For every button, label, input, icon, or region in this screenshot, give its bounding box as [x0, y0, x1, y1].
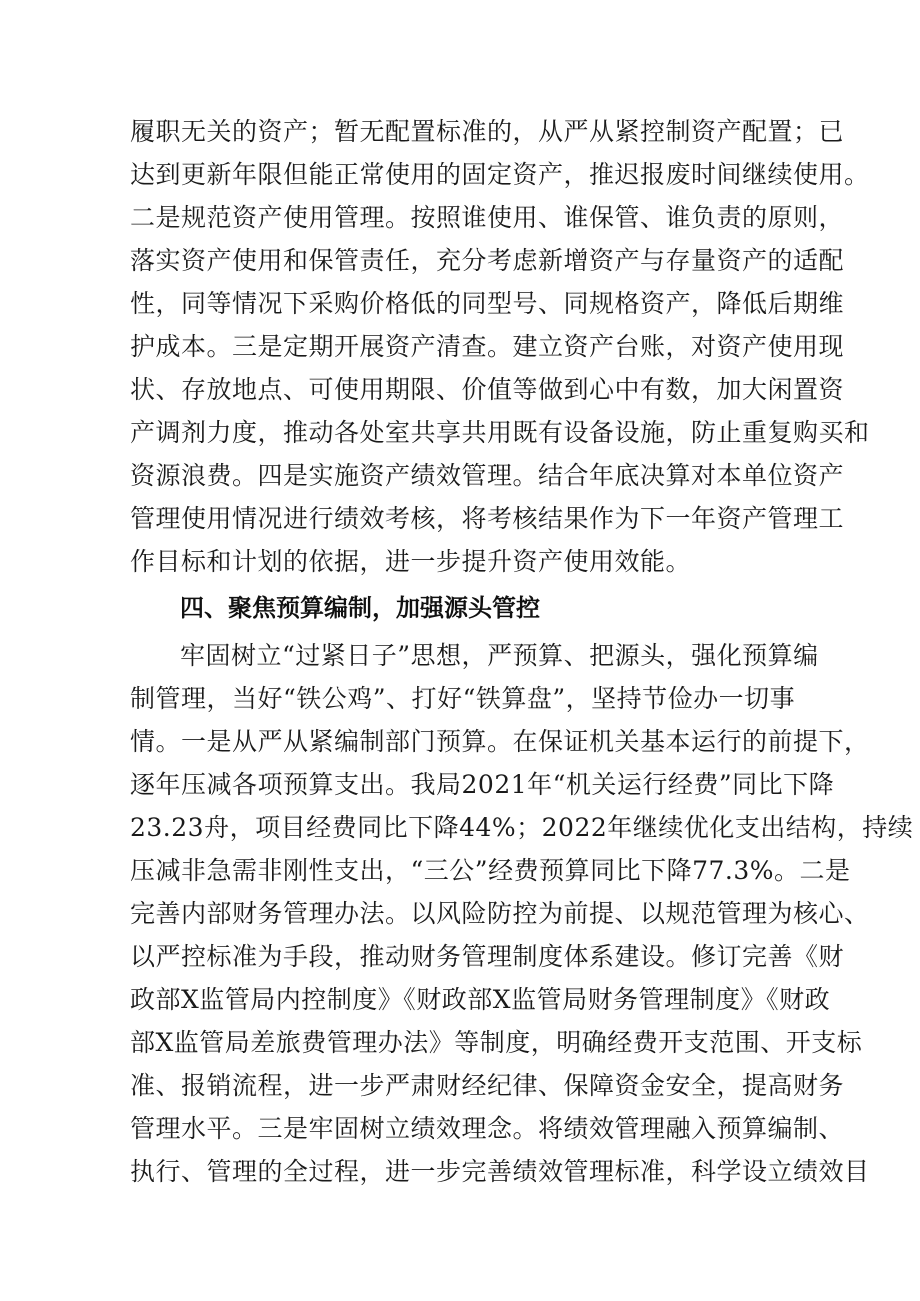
- text-line: 护成本。三是定期开展资产清查。建立资产台账，对资产使用现: [130, 332, 845, 361]
- text-line: 政部X监管局内控制度》《财政部X监管局财务管理制度》《财政: [130, 985, 831, 1014]
- text-line: 达到更新年限但能正常使用的固定资产，推迟报废时间继续使用。: [130, 160, 870, 189]
- text-line: 牢固树立“过紧日子”思想，严预算、把源头，强化预算编: [180, 641, 819, 670]
- text-line: 制管理，当好“铁公鸡”、打好“铁算盘”，坚持节俭办一切事: [130, 684, 796, 713]
- text-line: 管理水平。三是牢固树立绩效理念。将绩效管理融入预算编制、: [130, 1114, 845, 1143]
- text-line: 产调剂力度，推动各处室共享共用既有设备设施，防止重复购买和: [130, 418, 870, 447]
- text-line: 压减非急需非刚性支出，“三公”经费预算同比下降77.3%。二是: [130, 856, 851, 885]
- text-line: 状、存放地点、可使用期限、价值等做到心中有数，加大闲置资: [130, 375, 845, 404]
- text-line: 管理使用情况进行绩效考核，将考核结果作为下一年资产管理工: [130, 504, 845, 533]
- text-line: 性，同等情况下采购价格低的同型号、同规格资产，降低后期维: [130, 289, 845, 318]
- text-line: 逐年压减各项预算支出。我局2021年“机关运行经费”同比下降: [130, 770, 835, 799]
- document-body: [130, 110, 914, 1193]
- text-line: 资源浪费。四是实施资产绩效管理。结合年底决算对本单位资产: [130, 461, 845, 490]
- section-heading: 四、聚焦预算编制，加强源头管控: [180, 594, 540, 622]
- text-line: 以严控标准为手段，推动财务管理制度体系建设。修订完善《财: [130, 942, 845, 971]
- text-line: 准、报销流程，进一步严肃财经纪律、保障资金安全，提高财务: [130, 1071, 845, 1100]
- text-line: 23.23舟，项目经费同比下降44%；2022年继续优化支出结构，持续: [130, 813, 914, 842]
- text-line: 落实资产使用和保管责任，充分考虑新增资产与存量资产的适配: [130, 246, 845, 275]
- text-line: 完善内部财务管理办法。以风险防控为前提、以规范管理为核心、: [130, 899, 870, 928]
- paragraph-budget: [130, 634, 914, 1193]
- text-line: 执行、管理的全过程，进一步完善绩效管理标准，科学设立绩效目: [130, 1157, 870, 1186]
- text-line: 二是规范资产使用管理。按照谁使用、谁保管、谁负责的原则，: [130, 203, 845, 232]
- text-line: 情。一是从严从紧编制部门预算。在保证机关基本运行的前提下，: [130, 727, 870, 756]
- text-line: 部X监管局差旅费管理办法》等制度，明确经费开支范围、开支标: [130, 1028, 863, 1057]
- text-line: 履职无关的资产；暂无配置标准的，从严从紧控制资产配置；已: [130, 117, 845, 146]
- paragraph-asset-management: [130, 110, 870, 583]
- text-line: 作目标和计划的依据，进一步提升资产使用效能。: [130, 547, 692, 576]
